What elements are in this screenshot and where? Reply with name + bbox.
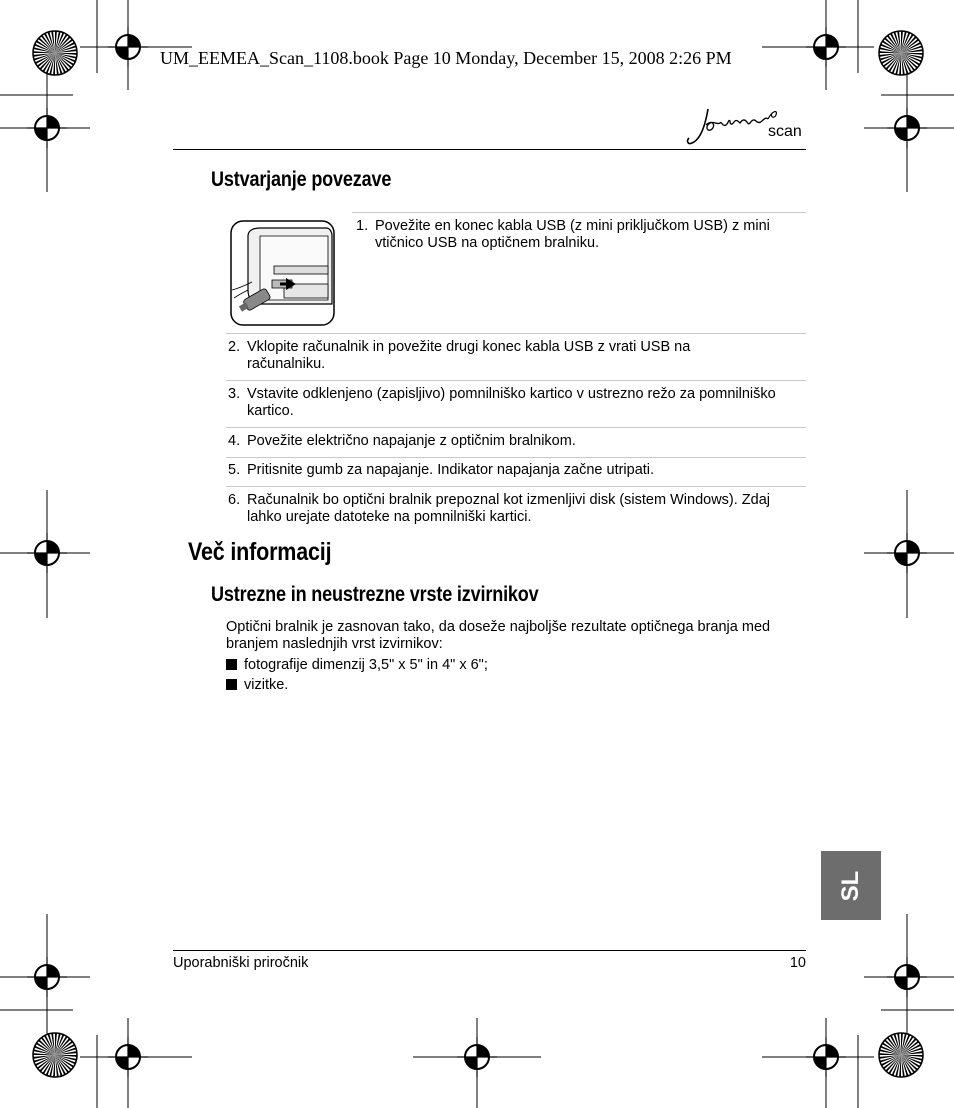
journe-scan-logo	[686, 103, 808, 149]
step-divider	[226, 457, 806, 458]
header-rule	[173, 149, 806, 150]
square-bullet-icon	[226, 659, 237, 670]
radial-star-target-icon	[879, 31, 923, 75]
intro-paragraph: Optični bralnik je zasnovan tako, da doseže najboljše rezultate optičnega branja med branjem naslednjih vrst izvirnikov:	[226, 619, 771, 652]
section-title-more-info: Več informacij	[188, 538, 332, 566]
subsection-title-originals: Ustrezne in neustrezne vrste izvirnikov	[211, 583, 539, 606]
section-title-connection: Ustvarjanje povezave	[211, 168, 392, 191]
step-divider	[226, 486, 806, 487]
step-divider	[226, 333, 806, 334]
scan-wordmark: scan	[768, 123, 802, 140]
language-tab-label: SL	[837, 870, 864, 901]
step-divider	[352, 212, 806, 213]
radial-star-target-icon	[879, 1033, 923, 1077]
usb-connection-illustration	[230, 220, 335, 326]
footer-rule	[173, 950, 806, 951]
radial-star-target-icon	[33, 31, 77, 75]
square-bullet-icon	[226, 679, 237, 690]
list-item: fotografije dimenzij 3,5" x 5" in 4" x 6";	[226, 657, 488, 674]
list-item: vizitke.	[226, 677, 288, 694]
step-divider	[226, 380, 806, 381]
print-header-line: UM_EEMEA_Scan_1108.book Page 10 Monday, December 15, 2008 2:26 PM	[160, 48, 732, 68]
language-tab	[821, 851, 881, 920]
footer-manual-title: Uporabniški priročnik	[173, 955, 309, 971]
page-number: 10	[789, 955, 806, 971]
step-divider	[226, 427, 806, 428]
radial-star-target-icon	[33, 1033, 77, 1077]
